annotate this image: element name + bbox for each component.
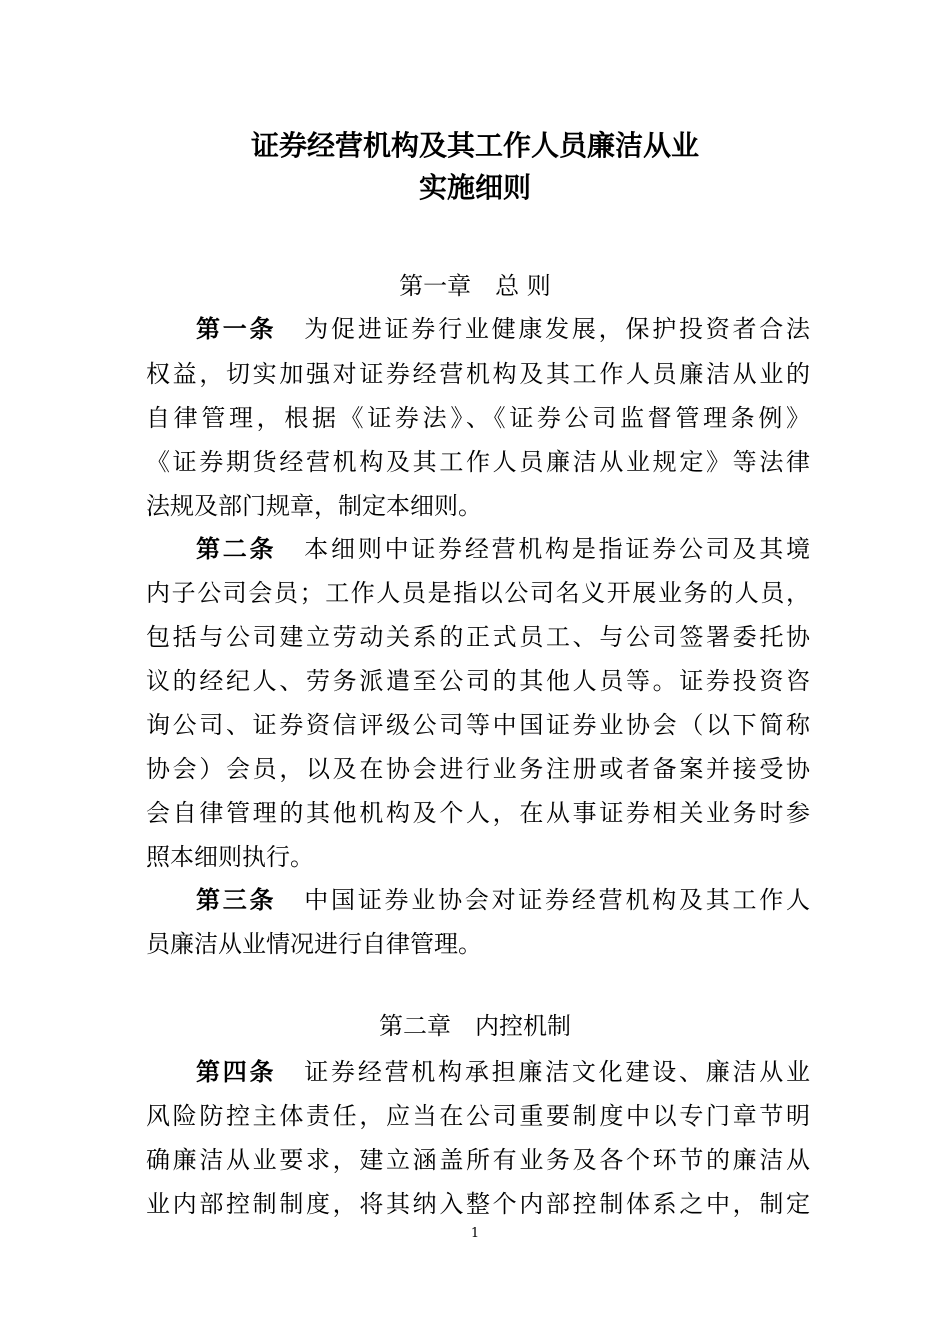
chapter-heading-1: 第一章 总 则 [399,272,551,300]
article-label: 第二条 [196,535,277,563]
article1-line: 《证券期货经营机构及其工作人员廉洁从业规定》等法律 [146,448,810,476]
article1-line: 权益，切实加强对证券经营机构及其工作人员廉洁从业的 [146,360,810,388]
document-title-line2: 实施细则 [418,171,531,204]
article4-line: 第四条 证券经营机构承担廉洁文化建设、廉洁从业 [196,1058,810,1086]
article1-line: 法规及部门规章，制定本细则。 [146,492,482,520]
article4-line: 业内部控制制度，将其纳入整个内部控制体系之中，制定 [146,1190,810,1218]
article1-line: 第一条 为促进证券行业健康发展，保护投资者合法 [196,315,810,343]
article2-line: 照本细则执行。 [146,843,314,871]
article4-line: 确廉洁从业要求，建立涵盖所有业务及各个环节的廉洁从 [146,1146,810,1174]
article2-line: 协会）会员，以及在协会进行业务注册或者备案并接受协 [146,755,810,783]
article2-line: 议的经纪人、劳务派遣至公司的其他人员等。证券投资咨 [146,667,810,695]
article2-line: 内子公司会员；工作人员是指以公司名义开展业务的人员， [146,579,810,607]
article2-line: 会自律管理的其他机构及个人，在从事证券相关业务时参 [146,799,810,827]
article-label: 第四条 [196,1058,277,1086]
article-label: 第一条 [196,315,277,343]
article3-line: 员廉洁从业情况进行自律管理。 [146,930,482,958]
article2-line: 第二条 本细则中证券经营机构是指证券公司及其境 [196,535,810,563]
chapter-heading-2: 第二章 内控机制 [379,1012,571,1040]
article1-line: 自律管理，根据《证券法》、《证券公司监督管理条例》 [146,404,810,432]
article2-line: 询公司、证券资信评级公司等中国证券业协会（以下简称 [146,711,810,739]
article2-line: 包括与公司建立劳动关系的正式员工、与公司签署委托协 [146,623,810,651]
document-title-line1: 证券经营机构及其工作人员廉洁从业 [250,129,699,162]
article4-line: 风险防控主体责任，应当在公司重要制度中以专门章节明 [146,1102,810,1130]
page-number: 1 [470,1226,480,1241]
article3-line: 第三条 中国证券业协会对证券经营机构及其工作人 [196,886,810,914]
article-label: 第三条 [196,886,277,914]
